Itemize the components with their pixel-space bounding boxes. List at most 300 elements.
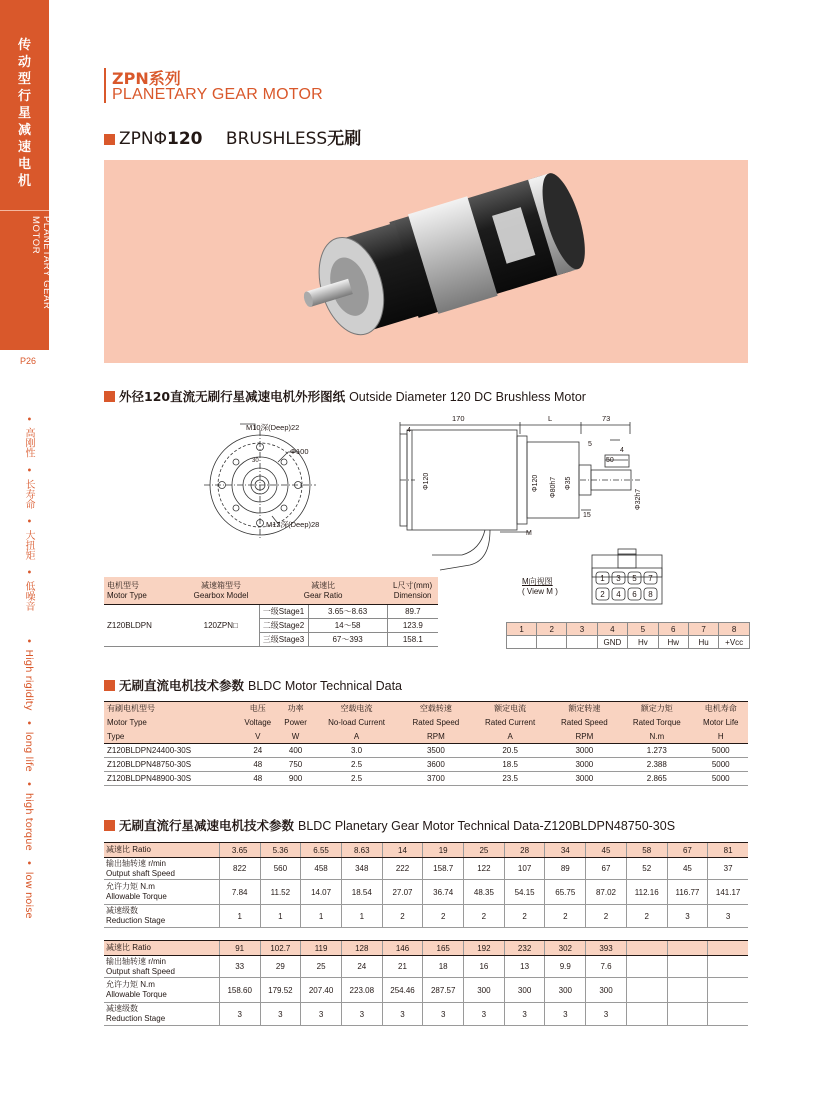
gear-ratio-cell: 14 <box>382 843 423 858</box>
gear-speed-cell: 25 <box>301 956 342 978</box>
view-m-label <box>522 577 558 597</box>
gear-torque-cell: 87.02 <box>586 880 627 905</box>
dim-length: 123.9 <box>387 619 438 633</box>
gear-torque-cell: 54.15 <box>504 880 545 905</box>
motor-unit: A <box>472 730 549 744</box>
dim-length: 158.1 <box>387 633 438 647</box>
pin-label: 6 <box>632 590 637 599</box>
gear-stage-cell <box>667 1003 708 1026</box>
gear-ratio-cell: 192 <box>464 941 505 956</box>
gear-stage-cell: 3 <box>504 1003 545 1026</box>
motor-header-cn: 额定电流 <box>472 702 549 717</box>
gear-speed-cell: 122 <box>464 858 505 880</box>
gear-torque-cell: 179.52 <box>260 978 301 1003</box>
gear-ratio-cell: 3.65 <box>219 843 260 858</box>
dim-header-ratio <box>259 577 387 605</box>
motor-cell: 3600 <box>400 758 472 772</box>
gear-table-1 <box>104 842 748 928</box>
motor-cell: 1.273 <box>620 744 693 758</box>
gear-ratio-cell: 165 <box>423 941 464 956</box>
gear-torque-cell <box>667 978 708 1003</box>
gear-speed-cell: 21 <box>382 956 423 978</box>
feature-bullet: • <box>23 518 34 525</box>
gear-ratio-cell: 34 <box>545 843 586 858</box>
gear-speed-cell: 222 <box>382 858 423 880</box>
motor-cell: 5000 <box>693 758 748 772</box>
gear-torque-cell: 48.35 <box>464 880 505 905</box>
motor-data-table <box>104 701 748 786</box>
square-bullet-icon <box>104 680 115 691</box>
page-number: P26 <box>20 356 37 366</box>
gear-ratio-cell: 8.63 <box>341 843 382 858</box>
model-type: BRUSHLESS <box>225 129 328 149</box>
gear-stage-cell <box>708 1003 748 1026</box>
gear-stage-cell: 3 <box>382 1003 423 1026</box>
section-title-cn: 外径120直流无刷行星减速电机外形图纸 <box>119 389 346 404</box>
header-en: Gear Ratio <box>303 590 343 600</box>
motor-unit: W <box>278 730 313 744</box>
dimension-table <box>104 577 438 647</box>
pin-signal: Hu <box>688 636 718 649</box>
gear-ratio-cell: 302 <box>545 941 586 956</box>
gear-speed-cell: 458 <box>301 858 342 880</box>
motor-cell: 5000 <box>693 744 748 758</box>
header-cn: 减速比 <box>311 580 336 590</box>
pin-label: 4 <box>616 590 621 599</box>
pin-label: 8 <box>648 590 653 599</box>
motor-cell: 24 <box>237 744 278 758</box>
feature-bullet: • <box>23 416 34 422</box>
pin-label: 1 <box>600 574 605 583</box>
motor-header-en: No-load Current <box>313 716 400 730</box>
gear-stage-cell: 2 <box>423 905 464 928</box>
motor-cell: 18.5 <box>472 758 549 772</box>
table-row <box>104 905 748 928</box>
gear-ratio-label-text: 减速比 Ratio <box>106 845 151 854</box>
square-bullet-icon <box>104 134 115 145</box>
section-title-en: BLDC Motor Technical Data <box>248 679 403 693</box>
sidebar-char: 型 <box>17 72 31 87</box>
gear-torque-cell <box>626 978 667 1003</box>
gear-torque-cell: 27.07 <box>382 880 423 905</box>
gear-ratio-cell: 102.7 <box>260 941 301 956</box>
feature-item: 长寿命 <box>23 479 34 509</box>
gear-ratio-cell <box>626 941 667 956</box>
pin-label: 5 <box>632 574 637 583</box>
front-small-dim-label: 30 <box>252 458 259 464</box>
gear-torque-cell: 300 <box>586 978 627 1003</box>
gear-speed-cell: 16 <box>464 956 505 978</box>
sidebar-char: 减 <box>17 123 31 138</box>
connector-pin-diagram <box>590 550 664 606</box>
gear-speed-cell <box>708 956 748 978</box>
table-row <box>104 880 748 905</box>
section-heading-gear <box>104 816 675 834</box>
motor-unit: Type <box>104 730 237 744</box>
gear-torque-cell: 207.40 <box>301 978 342 1003</box>
motor-header-en: Power <box>278 716 313 730</box>
gear-stage-cell: 3 <box>301 1003 342 1026</box>
side-dim-15: 15 <box>583 512 591 519</box>
side-label-M: M <box>526 530 532 537</box>
sidebar <box>0 0 52 350</box>
motor-cell: 900 <box>278 772 313 786</box>
feature-bullet: • <box>23 780 34 787</box>
section-title-en: BLDC Planetary Gear Motor Technical Data-Z120BLDPN48750-30S <box>298 819 676 833</box>
gear-table-2 <box>104 940 748 1026</box>
feature-item: high torque <box>23 792 34 851</box>
gear-speed-cell: 348 <box>341 858 382 880</box>
gear-torque-cell: 223.08 <box>341 978 382 1003</box>
motor-unit: H <box>693 730 748 744</box>
gear-speed-cell: 29 <box>260 956 301 978</box>
pin-signal: Hw <box>658 636 688 649</box>
gear-stage-cell: 1 <box>260 905 301 928</box>
pin-table <box>506 622 750 649</box>
pin-signal <box>537 636 567 649</box>
motor-header-cn: 有刷电机型号 <box>104 702 237 717</box>
motor-header-cn: 空载转速 <box>400 702 472 717</box>
motor-header-en: Rated Torque <box>620 716 693 730</box>
motor-cell: 3000 <box>549 758 621 772</box>
gear-torque-cell: 116.77 <box>667 880 708 905</box>
sidebar-divider <box>0 210 49 211</box>
table-row <box>104 941 748 956</box>
model-type-cn: 无刷 <box>327 129 362 149</box>
motor-cell: 2.865 <box>620 772 693 786</box>
dim-header-gearbox <box>183 577 259 605</box>
motor-cell: 3000 <box>549 772 621 786</box>
gear-speed-cell: 822 <box>219 858 260 880</box>
motor-cell: 23.5 <box>472 772 549 786</box>
gear-torque-cell: 300 <box>504 978 545 1003</box>
motor-cell: 750 <box>278 758 313 772</box>
gear-stage-label <box>104 1003 219 1026</box>
gear-speed-cell: 67 <box>586 858 627 880</box>
gear-ratio-cell: 6.55 <box>301 843 342 858</box>
motor-cell: 2.388 <box>620 758 693 772</box>
gear-speed-cell: 24 <box>341 956 382 978</box>
motor-header-en: Rated Speed <box>400 716 472 730</box>
gear-torque-label <box>104 880 219 905</box>
gear-torque-cell: 158.60 <box>219 978 260 1003</box>
gear-stage-cell: 2 <box>464 905 505 928</box>
outline-drawing <box>200 410 760 580</box>
motor-header-cn: 功率 <box>278 702 313 717</box>
gear-speed-cell: 107 <box>504 858 545 880</box>
gear-ratio-cell: 67 <box>667 843 708 858</box>
motor-model: Z120BLDPN48900-30S <box>104 772 237 786</box>
gear-stage-cell: 3 <box>708 905 748 928</box>
gear-stage-cell: 3 <box>260 1003 301 1026</box>
dim-gearbox-model: 120ZPN□ <box>183 605 259 647</box>
gear-speed-cell: 7.6 <box>586 956 627 978</box>
table-row <box>104 858 748 880</box>
view-m-cn: M向视图 <box>522 577 553 586</box>
gear-torque-cell: 14.07 <box>301 880 342 905</box>
header-cn: 减速箱型号 <box>201 580 241 590</box>
motor-cell: 3000 <box>549 744 621 758</box>
dim-ratio: 14～58 <box>308 619 387 633</box>
square-bullet-icon <box>104 391 115 402</box>
gear-speed-label <box>104 858 219 880</box>
gear-ratio-cell: 146 <box>382 941 423 956</box>
gear-stage-cell: 2 <box>545 905 586 928</box>
gear-torque-label-text: Allowable Torque <box>106 990 167 999</box>
sidebar-category-cn <box>0 37 49 190</box>
pin-number: 7 <box>688 623 718 636</box>
gear-stage-cell: 1 <box>341 905 382 928</box>
pin-number: 2 <box>537 623 567 636</box>
gear-ratio-cell: 393 <box>586 941 627 956</box>
dim-length: 89.7 <box>387 605 438 619</box>
side-dim-50: 50 <box>606 457 614 464</box>
gear-stage-label-text: Reduction Stage <box>106 916 166 925</box>
gear-speed-cell <box>667 956 708 978</box>
dim-ratio: 67～393 <box>308 633 387 647</box>
pin-signal: GND <box>597 636 628 649</box>
side-dim-4a: 4 <box>407 427 411 434</box>
side-view <box>400 422 640 570</box>
gear-stage-label-text: 减速级数 <box>106 1004 138 1013</box>
sidebar-char: 速 <box>17 140 31 155</box>
feature-item: 高刚性 <box>23 427 34 458</box>
feature-item: low noise <box>23 871 34 919</box>
table-row <box>104 744 748 758</box>
gear-stage-cell: 1 <box>219 905 260 928</box>
gear-ratio-cell <box>667 941 708 956</box>
gear-stage-cell: 1 <box>301 905 342 928</box>
gear-ratio-cell: 119 <box>301 941 342 956</box>
section-heading-motor <box>104 676 402 694</box>
dim-stage: 三级Stage3 <box>259 633 308 647</box>
table-row <box>104 1003 748 1026</box>
gear-torque-cell: 65.75 <box>545 880 586 905</box>
dim-ratio: 3.65～8.63 <box>308 605 387 619</box>
gear-torque-cell <box>708 978 748 1003</box>
motor-header-cn: 额定力矩 <box>620 702 693 717</box>
side-dim-5: 5 <box>588 441 592 448</box>
gear-ratio-cell: 81 <box>708 843 748 858</box>
gear-stage-label-text: 减速级数 <box>106 906 138 915</box>
feature-bullet: • <box>23 467 34 473</box>
side-dim-4b: 4 <box>620 447 624 454</box>
gear-stage-cell: 3 <box>586 1003 627 1026</box>
gear-speed-cell: 560 <box>260 858 301 880</box>
gear-torque-label-text: 允许力矩 N.m <box>106 980 155 989</box>
gear-torque-label <box>104 978 219 1003</box>
gear-speed-cell: 45 <box>667 858 708 880</box>
motor-cell: 2.5 <box>313 758 400 772</box>
motor-model: Z120BLDPN24400-30S <box>104 744 237 758</box>
motor-header-en: Voltage <box>237 716 278 730</box>
motor-model: Z120BLDPN48750-30S <box>104 758 237 772</box>
motor-header-cn: 电压 <box>237 702 278 717</box>
pin-number: 1 <box>507 623 537 636</box>
motor-cell: 48 <box>237 758 278 772</box>
table-row <box>104 758 748 772</box>
motor-unit: V <box>237 730 278 744</box>
gear-speed-label-text: Output shaft Speed <box>106 966 175 976</box>
motor-header-en: Rated Speed <box>549 716 621 730</box>
gear-torque-label-text: 允许力矩 N.m <box>106 882 155 891</box>
front-thread-bottom-label: M12深(Deep)28 <box>266 520 320 529</box>
motor-cell: 3.0 <box>313 744 400 758</box>
motor-unit: N.m <box>620 730 693 744</box>
gear-ratio-cell: 25 <box>464 843 505 858</box>
header-cn: 电机型号 <box>107 580 139 590</box>
series-title-en: PLANETARY GEAR MOTOR <box>112 86 323 103</box>
gear-speed-cell: 13 <box>504 956 545 978</box>
motor-illustration <box>104 160 748 363</box>
pin-signal: Hv <box>628 636 658 649</box>
gear-torque-cell: 287.57 <box>423 978 464 1003</box>
gear-ratio-cell: 28 <box>504 843 545 858</box>
gear-ratio-cell <box>708 941 748 956</box>
gear-speed-label-text: 输出轴转速 r/min <box>106 858 166 868</box>
header-en: Dimension <box>393 590 432 600</box>
dim-header-dimension <box>387 577 438 605</box>
gear-ratio-cell: 45 <box>586 843 627 858</box>
gear-stage-label-text: Reduction Stage <box>106 1014 166 1023</box>
gear-ratio-cell: 128 <box>341 941 382 956</box>
gear-speed-cell <box>626 956 667 978</box>
gear-stage-cell: 2 <box>626 905 667 928</box>
gear-stage-cell: 3 <box>423 1003 464 1026</box>
feature-bullet: • <box>23 859 34 866</box>
gear-speed-cell: 9.9 <box>545 956 586 978</box>
feature-item: long life <box>23 731 34 772</box>
pin-signal: +Vcc <box>719 636 750 649</box>
motor-cell: 400 <box>278 744 313 758</box>
gear-ratio-cell: 5.36 <box>260 843 301 858</box>
motor-unit: A <box>313 730 400 744</box>
motor-cell: 48 <box>237 772 278 786</box>
dim-motor-type: Z120BLDPN <box>104 605 183 647</box>
pin-number: 3 <box>567 623 597 636</box>
side-dia-35: Φ35 <box>565 476 572 490</box>
model-prefix: ZPNΦ <box>119 129 167 149</box>
front-thread-top-label: M10深(Deep)22 <box>246 423 300 432</box>
gear-torque-cell: 141.17 <box>708 880 748 905</box>
gear-torque-cell: 36.74 <box>423 880 464 905</box>
gear-stage-cell: 3 <box>219 1003 260 1026</box>
pin-label: 3 <box>616 574 621 583</box>
motor-cell: 20.5 <box>472 744 549 758</box>
sidebar-features <box>22 410 34 919</box>
sidebar-char: 行 <box>17 89 31 104</box>
gear-speed-cell: 89 <box>545 858 586 880</box>
gear-speed-cell: 18 <box>423 956 464 978</box>
view-m-en: ( View M ) <box>522 587 558 596</box>
gear-stage-cell: 3 <box>667 905 708 928</box>
side-dia-80: Φ80h7 <box>550 476 557 498</box>
side-length-L: L <box>548 414 553 423</box>
header-cn: L尺寸(mm) <box>393 580 433 590</box>
pin-label: 2 <box>600 590 605 599</box>
dim-header-motor <box>104 577 183 605</box>
motor-header-cn: 空载电流 <box>313 702 400 717</box>
sidebar-category-en: PLANETARY GEAR MOTOR <box>30 216 52 310</box>
motor-header-en: Motor Type <box>104 716 237 730</box>
sidebar-char: 星 <box>17 106 31 121</box>
square-bullet-icon <box>104 820 115 831</box>
gear-stage-cell: 2 <box>586 905 627 928</box>
gear-stage-cell <box>626 1003 667 1026</box>
gear-speed-cell: 158.7 <box>423 858 464 880</box>
motor-cell: 5000 <box>693 772 748 786</box>
section-title-cn: 无刷直流电机技术参数 <box>119 678 245 693</box>
dim-stage: 一级Stage1 <box>259 605 308 619</box>
product-photo <box>104 160 748 363</box>
section-heading-outline <box>104 387 586 405</box>
sidebar-char: 动 <box>17 55 31 70</box>
gear-speed-cell: 33 <box>219 956 260 978</box>
motor-header-en: Rated Current <box>472 716 549 730</box>
feature-item: High rigidity <box>23 649 34 711</box>
gear-ratio-cell: 19 <box>423 843 464 858</box>
pin-label: 7 <box>648 574 653 583</box>
sidebar-char: 机 <box>17 174 31 189</box>
gear-stage-label <box>104 905 219 928</box>
gear-torque-cell: 18.54 <box>341 880 382 905</box>
motor-unit: RPM <box>400 730 472 744</box>
model-size: 120 <box>167 129 203 149</box>
gear-stage-cell: 2 <box>504 905 545 928</box>
side-length-170: 170 <box>452 414 465 423</box>
table-row <box>104 772 748 786</box>
pin-signal <box>567 636 597 649</box>
gear-speed-label-text: 输出轴转速 r/min <box>106 956 166 966</box>
table-row <box>104 843 748 858</box>
side-dia-32: Φ32h7 <box>635 488 642 510</box>
motor-header-cn: 电机寿命 <box>693 702 748 717</box>
gear-ratio-label-text: 减速比 Ratio <box>106 943 151 952</box>
motor-unit: RPM <box>549 730 621 744</box>
sidebar-char: 传 <box>17 38 31 53</box>
sidebar-char: 电 <box>17 157 31 172</box>
feature-item: 大扭矩 <box>23 530 34 561</box>
gear-torque-cell: 300 <box>545 978 586 1003</box>
gear-ratio-label <box>104 843 219 858</box>
table-row <box>104 956 748 978</box>
gear-stage-cell: 2 <box>382 905 423 928</box>
pin-number: 6 <box>658 623 688 636</box>
gear-speed-cell: 52 <box>626 858 667 880</box>
gear-torque-cell: 112.16 <box>626 880 667 905</box>
gear-torque-label-text: Allowable Torque <box>106 892 167 901</box>
gear-torque-cell: 254.46 <box>382 978 423 1003</box>
pin-number: 5 <box>628 623 658 636</box>
dim-stage: 二级Stage2 <box>259 619 308 633</box>
side-dia-120b: Φ120 <box>532 474 539 492</box>
feature-item: 低噪音 <box>23 581 34 612</box>
model-heading <box>104 124 361 149</box>
gear-ratio-cell: 91 <box>219 941 260 956</box>
feature-bullet: • <box>23 569 34 576</box>
feature-bullet: • <box>23 637 34 644</box>
header-en: Gearbox Model <box>193 590 249 600</box>
gear-stage-cell: 3 <box>341 1003 382 1026</box>
title-accent-bar <box>104 68 106 103</box>
gear-speed-label <box>104 956 219 978</box>
gear-ratio-cell: 58 <box>626 843 667 858</box>
gear-torque-cell: 300 <box>464 978 505 1003</box>
feature-bullet: • <box>23 719 34 726</box>
motor-cell: 2.5 <box>313 772 400 786</box>
gear-stage-cell: 3 <box>545 1003 586 1026</box>
pin-signal <box>507 636 537 649</box>
